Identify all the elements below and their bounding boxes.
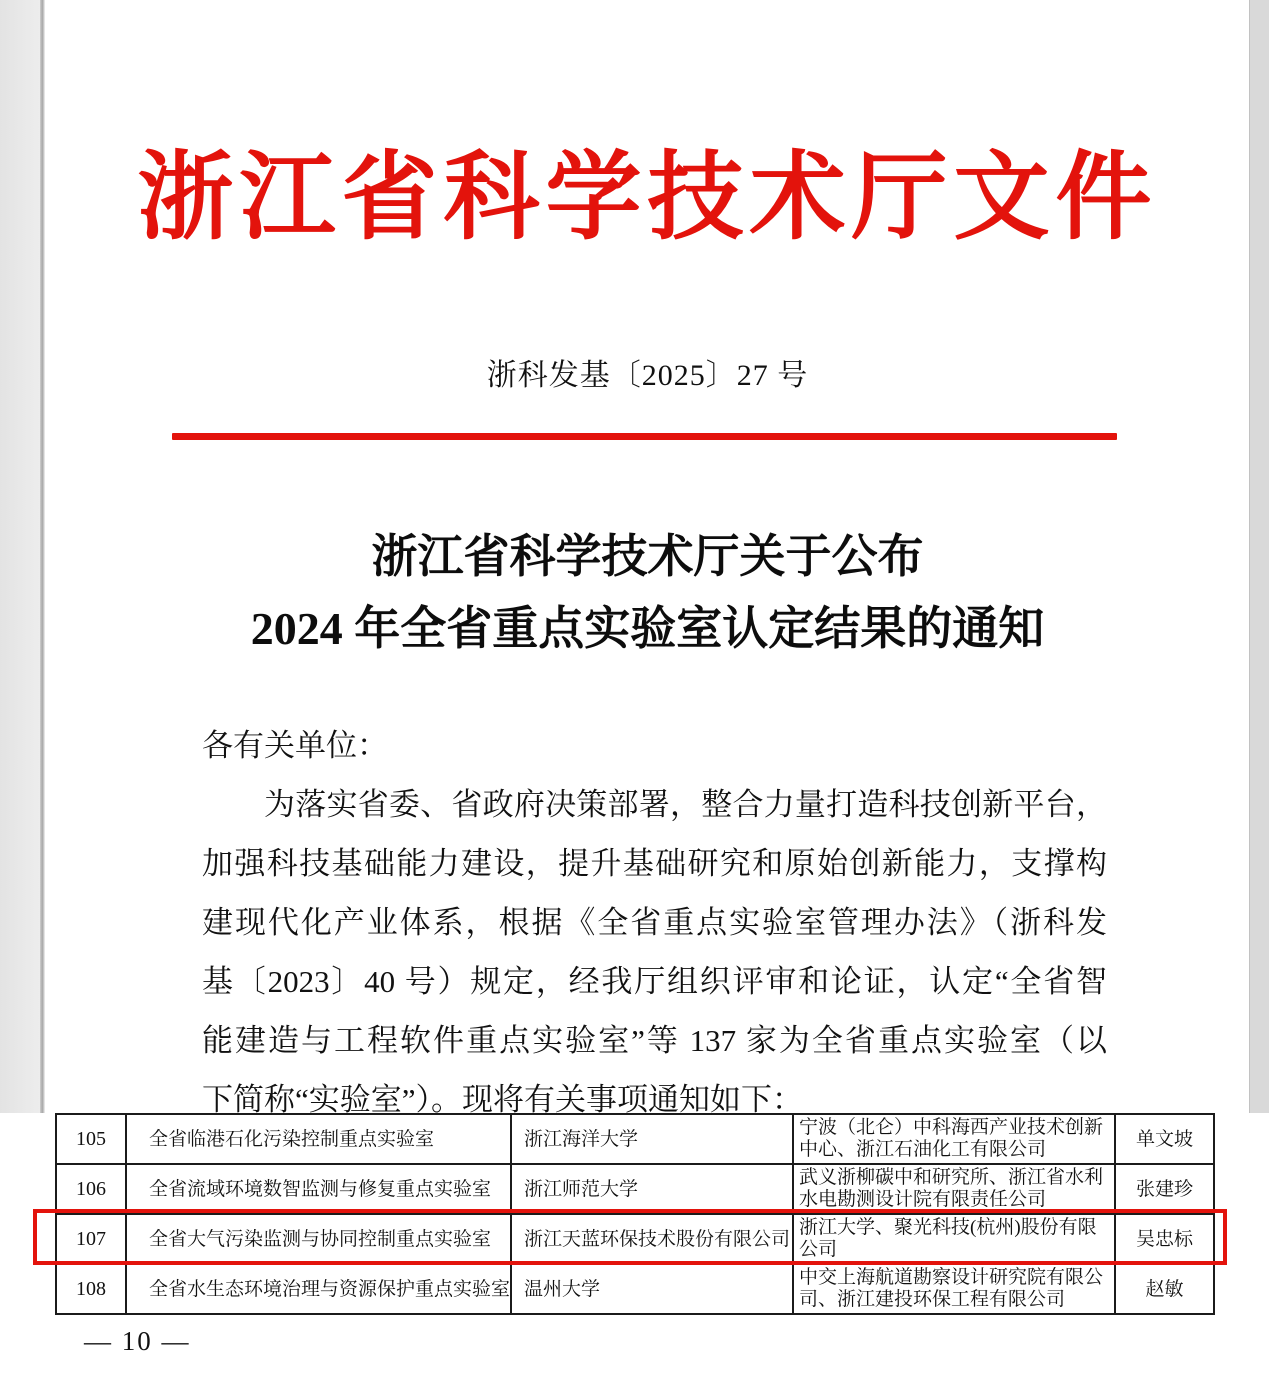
- row-number-cell: 107: [56, 1214, 126, 1264]
- body-line: 建现代化产业体系，根据《全省重点实验室管理办法》（浙科发: [202, 905, 1107, 940]
- partners-cell: 浙江大学、聚光科技(杭州)股份有限公司: [793, 1214, 1115, 1264]
- row-number-cell: 106: [56, 1164, 126, 1214]
- page-edge-left: [0, 0, 40, 1113]
- director-cell: 单文坡: [1115, 1114, 1214, 1164]
- institution-cell: 浙江师范大学: [511, 1164, 793, 1214]
- body-paragraph: [202, 775, 1107, 1129]
- body-line: 加强科技基础能力建设，提升基础研究和原始创新能力，支撑构: [202, 846, 1107, 881]
- table-row: [56, 1164, 1214, 1214]
- row-number-cell: 108: [56, 1264, 126, 1314]
- page-number: — 10 —: [84, 1326, 191, 1356]
- institution-cell: 浙江海洋大学: [511, 1114, 793, 1164]
- notice-title-line2: 2024 年全省重点实验室认定结果的通知: [250, 603, 1045, 654]
- table-row: [56, 1114, 1214, 1164]
- director-cell: 吴忠标: [1115, 1214, 1214, 1264]
- document-header-title: 浙江省科学技术厅文件: [137, 144, 1158, 251]
- lab-name-cell: 全省流域环境数智监测与修复重点实验室: [126, 1164, 511, 1214]
- partners-cell: 中交上海航道勘察设计研究院有限公司、浙江建投环保工程有限公司: [793, 1264, 1115, 1314]
- notice-title-line1: 浙江省科学技术厅关于公布: [371, 531, 924, 582]
- body-line: 为落实省委、省政府决策部署，整合力量打造科技创新平台，: [264, 787, 1107, 822]
- body-line: 下简称“实验室”）。现将有关事项通知如下：: [202, 1082, 804, 1117]
- red-separator-rule: [172, 433, 1117, 440]
- lab-name-cell: 全省水生态环境治理与资源保护重点实验室: [126, 1264, 511, 1314]
- page-edge-right: [1249, 0, 1269, 1113]
- partners-cell: 宁波（北仑）中科海西产业技术创新中心、浙江石油化工有限公司: [793, 1114, 1115, 1164]
- document-number: 浙科发基〔2025〕27 号: [486, 359, 809, 392]
- director-cell: 赵敏: [1115, 1264, 1214, 1314]
- body-line: 能建造与工程软件重点实验室”等 137 家为全省重点实验室（以: [202, 1023, 1107, 1058]
- institution-cell: 温州大学: [511, 1264, 793, 1314]
- row-number-cell: 105: [56, 1114, 126, 1164]
- table-row: [56, 1264, 1214, 1314]
- page-edge-left-shadow: [40, 0, 45, 1113]
- institution-cell: 浙江天蓝环保技术股份有限公司: [511, 1214, 793, 1264]
- row-107-highlight-outline: [33, 1209, 1227, 1265]
- partners-cell: 武义浙柳碳中和研究所、浙江省水利水电勘测设计院有限责任公司: [793, 1164, 1115, 1214]
- lab-name-cell: 全省大气污染监测与协同控制重点实验室: [126, 1214, 511, 1264]
- body-line: 基〔2023〕40 号）规定，经我厅组织评审和论证，认定“全省智: [202, 964, 1107, 999]
- salutation: 各有关单位：: [202, 728, 388, 763]
- lab-name-cell: 全省临港石化污染控制重点实验室: [126, 1114, 511, 1164]
- director-cell: 张建珍: [1115, 1164, 1214, 1214]
